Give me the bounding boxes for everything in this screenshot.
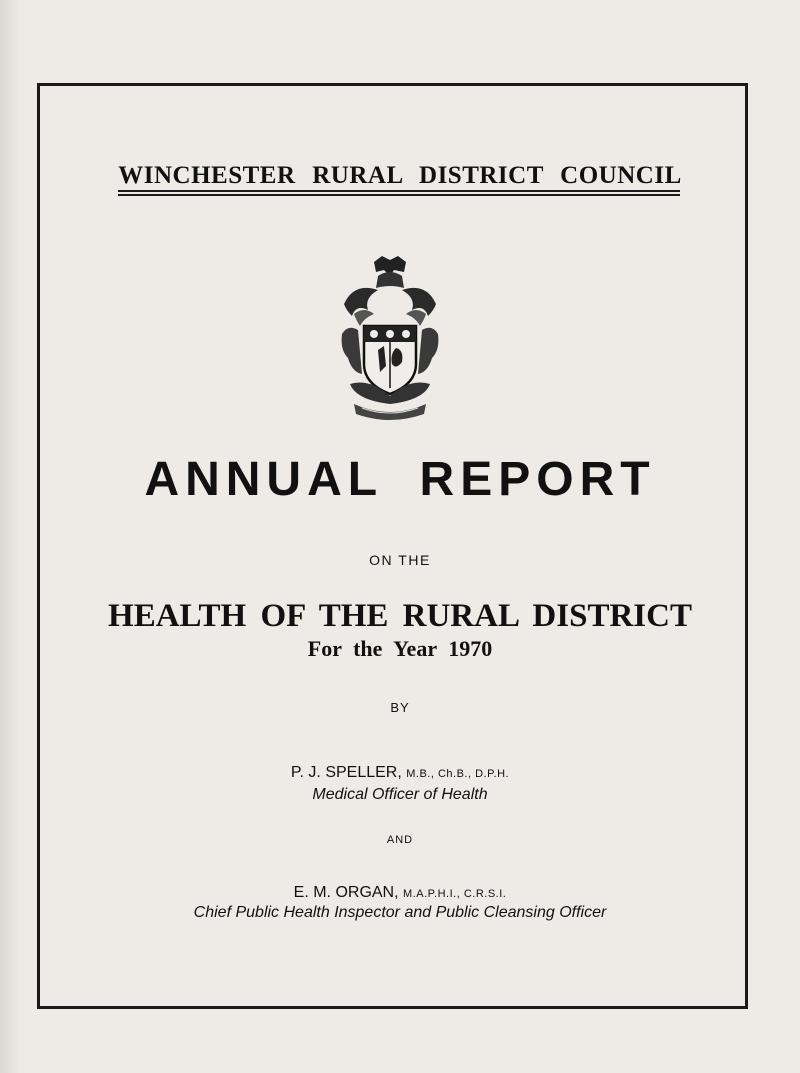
- medical-officer-name: [0, 764, 800, 782]
- medical-officer-qualifications: M.B., Ch.B., D.P.H.: [406, 768, 510, 780]
- council-title-text: WINCHESTER RURAL DISTRICT COUNCIL: [118, 162, 682, 189]
- health-inspector-qualifications: M.A.P.H.I., C.R.S.I.: [403, 888, 507, 900]
- by-label: BY: [390, 700, 410, 715]
- health-inspector-name: [0, 884, 800, 902]
- medical-officer-role: Medical Officer of Health: [312, 786, 488, 803]
- report-year-line: For the Year 1970: [307, 636, 493, 661]
- council-title-underline: [118, 190, 680, 196]
- and-label: AND: [386, 834, 414, 846]
- council-title: [0, 162, 800, 190]
- health-inspector-name-text: E. M. ORGAN,: [293, 884, 399, 901]
- annual-report-title: ANNUAL REPORT: [144, 453, 656, 506]
- medical-officer-name-text: P. J. SPELLER,: [290, 764, 402, 781]
- on-the-label: ON THE: [369, 552, 431, 568]
- page-border-frame: [37, 83, 748, 1009]
- health-inspector-role: Chief Public Health Inspector and Public Cleansing Officer: [193, 904, 607, 921]
- coat-of-arms-icon: [334, 254, 446, 422]
- report-subject-title: HEALTH OF THE RURAL DISTRICT: [108, 598, 692, 634]
